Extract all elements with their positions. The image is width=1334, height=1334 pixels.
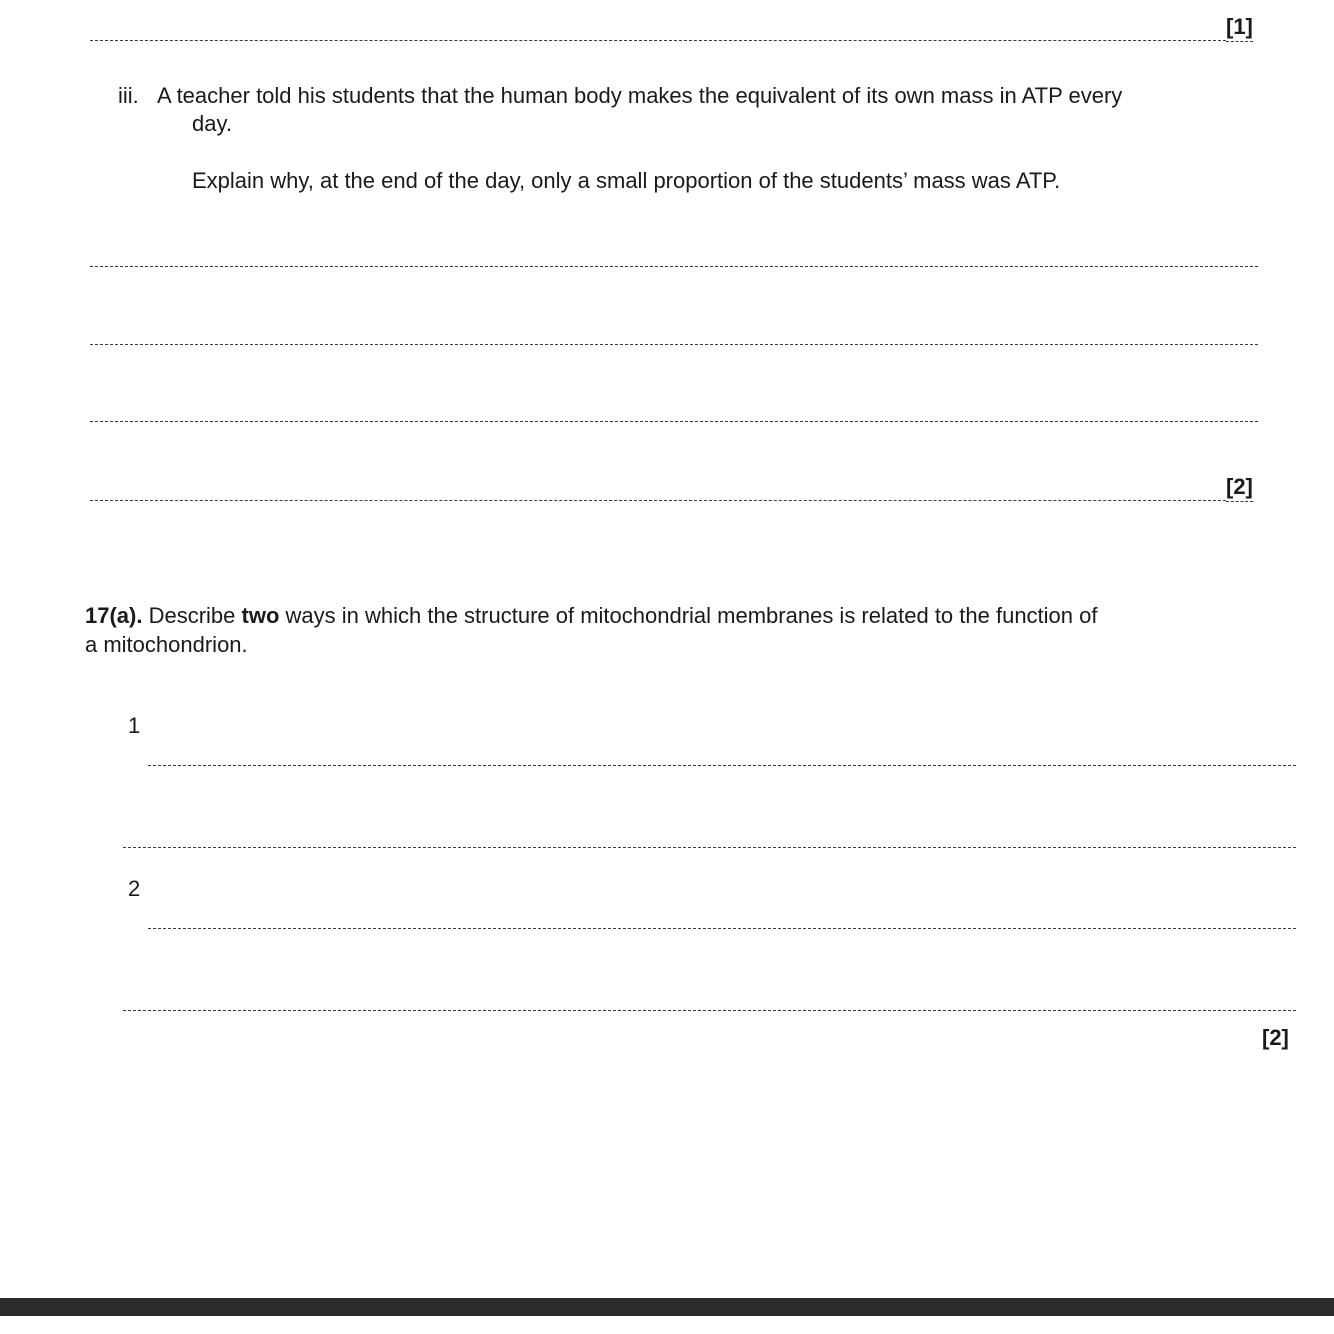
item-2-label: 2 xyxy=(128,876,141,901)
question-iii-line2: day. xyxy=(192,111,232,136)
mark-1: [1] xyxy=(1226,14,1253,42)
question-17a-number: 17(a). xyxy=(85,603,143,628)
question-17a-text xyxy=(85,601,1097,630)
answer-line-17a-1a[interactable] xyxy=(148,765,1296,766)
question-iii-line1: A teacher told his students that the human body makes the equivalent of its own mass in ATP every xyxy=(157,83,1123,108)
answer-line-17a-2a[interactable] xyxy=(148,928,1296,929)
question-iii-prompt: Explain why, at the end of the day, only a small proportion of the students’ mass was ATP. xyxy=(192,168,1061,193)
answer-line-top[interactable] xyxy=(90,40,1226,41)
answer-line-iii-4[interactable] xyxy=(90,500,1226,501)
mark-2-17a: [2] xyxy=(1262,1025,1289,1050)
answer-line-17a-1b[interactable] xyxy=(123,847,1296,848)
mark-2-iii: [2] xyxy=(1226,474,1253,502)
question-17a-text-after: ways in which the structure of mitochondrial membranes is related to the function of xyxy=(279,603,1098,628)
page-bottom-bar xyxy=(0,1298,1334,1316)
answer-line-iii-1[interactable] xyxy=(90,266,1258,267)
answer-line-17a-2b[interactable] xyxy=(123,1010,1296,1011)
answer-line-iii-3[interactable] xyxy=(90,421,1258,422)
question-17a-text-before: Describe xyxy=(142,603,242,628)
question-17a-line2: a mitochondrion. xyxy=(85,632,248,657)
answer-line-iii-2[interactable] xyxy=(90,344,1258,345)
question-17a-bold-word: two xyxy=(241,603,280,628)
question-iii-label: iii. xyxy=(118,83,139,108)
item-1-label: 1 xyxy=(128,713,141,738)
